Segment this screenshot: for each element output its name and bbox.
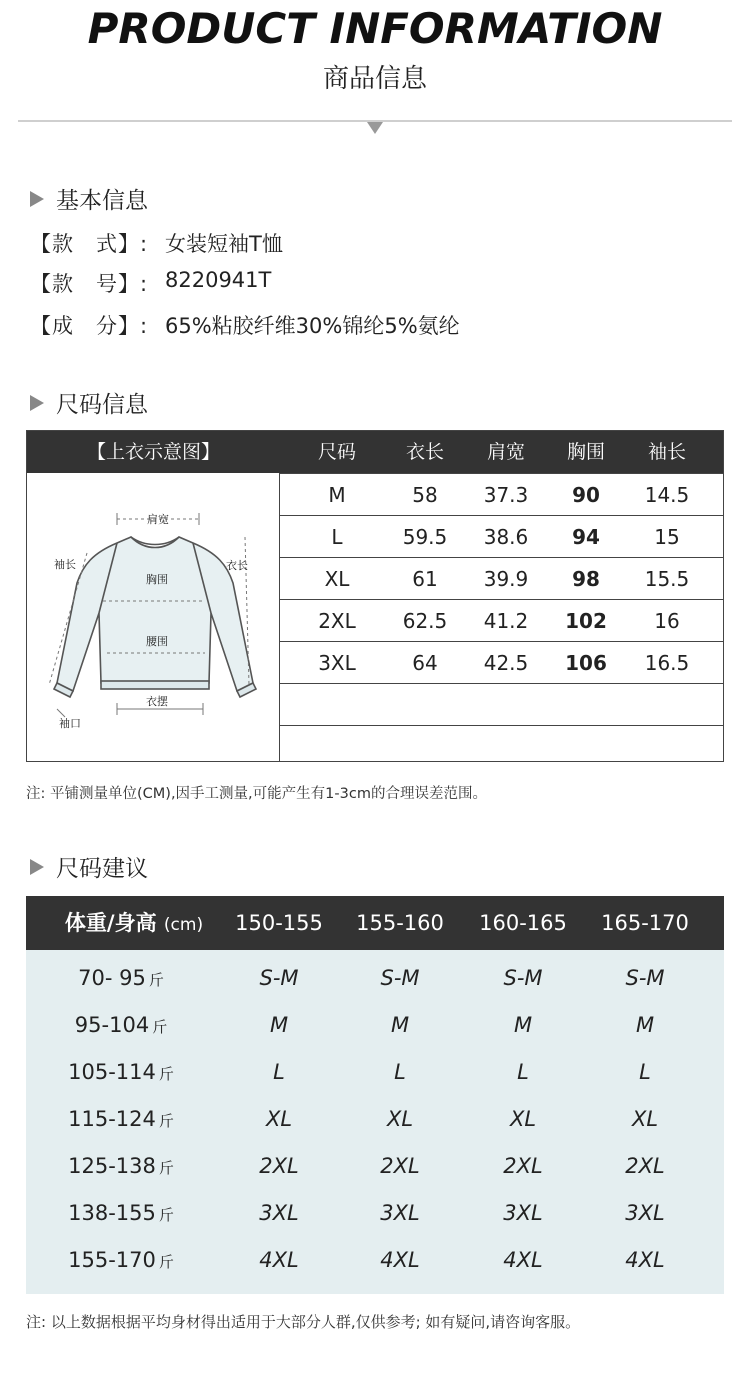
label-hem: 衣摆 xyxy=(146,695,168,708)
corner-label xyxy=(34,896,234,952)
size-cell: XL xyxy=(509,1107,537,1131)
weight-value: 115-124 xyxy=(68,1107,156,1131)
weight-unit: 斤 xyxy=(158,1065,174,1083)
height-col: 155-160 xyxy=(356,911,444,935)
size-cell: 2XL xyxy=(625,1154,665,1178)
diagram-label: 【上衣示意图】 xyxy=(86,441,220,463)
size-cell: 58 xyxy=(412,483,438,507)
section-size-advice xyxy=(30,850,148,883)
size-cell: L xyxy=(639,1060,651,1084)
size-advice-header xyxy=(26,896,724,950)
size-cell: S-M xyxy=(259,966,299,990)
weight-cell xyxy=(26,1049,216,1098)
size-cell: 14.5 xyxy=(644,483,690,507)
size-advice-table xyxy=(26,896,724,1294)
size-cell: M xyxy=(513,1013,533,1037)
size-cell: 41.2 xyxy=(483,609,529,633)
size-cell: 2XL xyxy=(380,1154,420,1178)
sweater-illustration xyxy=(27,473,279,761)
size-cell: S-M xyxy=(625,966,665,990)
size-cell: 37.3 xyxy=(483,483,529,507)
size-cell: 4XL xyxy=(625,1248,665,1272)
advice-row xyxy=(26,1049,724,1096)
size-cell: M xyxy=(328,483,346,507)
size-cell: 4XL xyxy=(380,1248,420,1272)
size-cell: 61 xyxy=(412,567,438,591)
size-cell: XL xyxy=(631,1107,659,1131)
size-cell: 39.9 xyxy=(483,567,529,591)
size-table-row xyxy=(280,641,723,683)
weight-cell xyxy=(26,1143,216,1192)
size-table-row xyxy=(280,725,723,761)
size-cell: 2XL xyxy=(318,609,356,633)
weight-unit: 斤 xyxy=(158,1206,174,1224)
weight-value: 105-114 xyxy=(68,1060,156,1084)
info-value: 女装短袖T恤 xyxy=(165,232,283,256)
weight-unit: 斤 xyxy=(152,1018,168,1036)
section-title: 基本信息 xyxy=(56,188,148,214)
size-table-row xyxy=(280,683,723,725)
label-waist: 腰围 xyxy=(146,635,168,648)
size-cell: 42.5 xyxy=(483,651,529,675)
size-cell: S-M xyxy=(380,966,420,990)
size-cell: M xyxy=(635,1013,655,1037)
weight-cell xyxy=(26,1237,216,1286)
info-label: 【款 号】: xyxy=(30,272,149,296)
size-cell: 3XL xyxy=(318,651,356,675)
size-cell: 2XL xyxy=(259,1154,299,1178)
info-label: 【成 分】: xyxy=(30,314,149,338)
size-cell: L xyxy=(517,1060,529,1084)
size-cell: 102 xyxy=(565,609,607,633)
size-cell: 38.6 xyxy=(483,525,529,549)
weight-cell xyxy=(26,1096,216,1145)
section-title: 尺码信息 xyxy=(56,392,148,418)
col-chest: 胸围 xyxy=(566,441,605,463)
label-chest: 胸围 xyxy=(146,573,168,586)
info-value: 8220941T xyxy=(165,268,272,292)
size-cell: 59.5 xyxy=(402,525,448,549)
label-cuff: 袖口 xyxy=(59,717,81,730)
size-table-row xyxy=(280,473,723,515)
size-table-row xyxy=(280,599,723,641)
section-title: 尺码建议 xyxy=(56,856,148,882)
size-table-header xyxy=(27,431,723,473)
size-note: 注: 平铺测量单位(CM),因手工测量,可能产生有1-3cm的合理误差范围。 xyxy=(26,786,487,802)
size-cell: 106 xyxy=(565,651,607,675)
corner-text: 体重/身高 xyxy=(64,911,157,935)
weight-cell xyxy=(26,1002,216,1051)
size-table xyxy=(26,430,724,762)
size-cell: 16 xyxy=(654,609,680,633)
section-size-info xyxy=(30,386,148,419)
size-cell: S-M xyxy=(503,966,543,990)
weight-value: 125-138 xyxy=(68,1154,156,1178)
label-length: 衣长 xyxy=(226,559,248,572)
info-line-style-no xyxy=(30,268,271,298)
weight-unit: 斤 xyxy=(158,1253,174,1271)
caret-down-icon xyxy=(367,122,383,134)
height-col: 150-155 xyxy=(235,911,323,935)
size-cell: M xyxy=(269,1013,289,1037)
size-cell: M xyxy=(390,1013,410,1037)
size-cell: 2XL xyxy=(503,1154,543,1178)
weight-cell xyxy=(26,1190,216,1239)
advice-row xyxy=(26,1190,724,1237)
advice-row xyxy=(26,1237,724,1284)
size-table-row xyxy=(280,557,723,599)
size-cell: 90 xyxy=(572,483,600,507)
weight-cell xyxy=(26,955,216,1004)
info-line-composition xyxy=(30,310,460,340)
corner-unit: (cm) xyxy=(163,915,204,935)
size-cell: 15.5 xyxy=(644,567,690,591)
weight-value: 70- 95 xyxy=(78,966,146,990)
size-cell: 62.5 xyxy=(402,609,448,633)
weight-value: 95-104 xyxy=(74,1013,150,1037)
size-table-row xyxy=(280,515,723,557)
title-english: PRODUCT INFORMATION xyxy=(87,4,663,53)
height-col: 160-165 xyxy=(479,911,567,935)
label-sleeve: 袖长 xyxy=(54,558,76,571)
size-cell: 3XL xyxy=(380,1201,420,1225)
advice-row xyxy=(26,1002,724,1049)
info-value: 65%粘胶纤维30%锦纶5%氨纶 xyxy=(165,314,460,338)
weight-value: 155-170 xyxy=(68,1248,156,1272)
size-cell: L xyxy=(394,1060,406,1084)
label-shoulder: 肩宽 xyxy=(147,513,169,526)
info-line-style xyxy=(30,228,283,258)
size-cell: L xyxy=(331,525,343,549)
size-cell: XL xyxy=(386,1107,414,1131)
weight-unit: 斤 xyxy=(158,1112,174,1130)
advice-row xyxy=(26,1096,724,1143)
size-cell: 3XL xyxy=(259,1201,299,1225)
title-chinese: 商品信息 xyxy=(322,64,427,94)
size-cell: XL xyxy=(324,567,350,591)
size-cell: 16.5 xyxy=(644,651,690,675)
size-cell: 4XL xyxy=(259,1248,299,1272)
size-cell: 3XL xyxy=(625,1201,665,1225)
garment-diagram xyxy=(27,473,280,761)
size-cell: 98 xyxy=(572,567,600,591)
size-cell: 94 xyxy=(572,525,600,549)
weight-value: 138-155 xyxy=(68,1201,156,1225)
weight-unit: 斤 xyxy=(158,1159,174,1177)
size-cell: 15 xyxy=(654,525,680,549)
info-label: 【款 式】: xyxy=(30,232,149,256)
size-cell: 4XL xyxy=(503,1248,543,1272)
advice-row xyxy=(26,1143,724,1190)
height-col: 165-170 xyxy=(601,911,689,935)
size-cell: 64 xyxy=(412,651,438,675)
section-basic-info xyxy=(30,182,148,215)
col-sleeve: 袖长 xyxy=(647,441,686,463)
col-length: 衣长 xyxy=(405,441,444,463)
play-triangle-icon xyxy=(30,859,44,875)
size-cell: 3XL xyxy=(503,1201,543,1225)
size-cell: XL xyxy=(265,1107,293,1131)
weight-unit: 斤 xyxy=(148,971,164,989)
play-triangle-icon xyxy=(30,191,44,207)
play-triangle-icon xyxy=(30,395,44,411)
size-cell: L xyxy=(273,1060,285,1084)
col-size: 尺码 xyxy=(317,441,356,463)
advice-row xyxy=(26,955,724,1002)
col-shoulder: 肩宽 xyxy=(486,441,525,463)
advice-note: 注: 以上数据根据平均身材得出适用于大部分人群,仅供参考; 如有疑问,请咨询客服。 xyxy=(26,1313,581,1331)
